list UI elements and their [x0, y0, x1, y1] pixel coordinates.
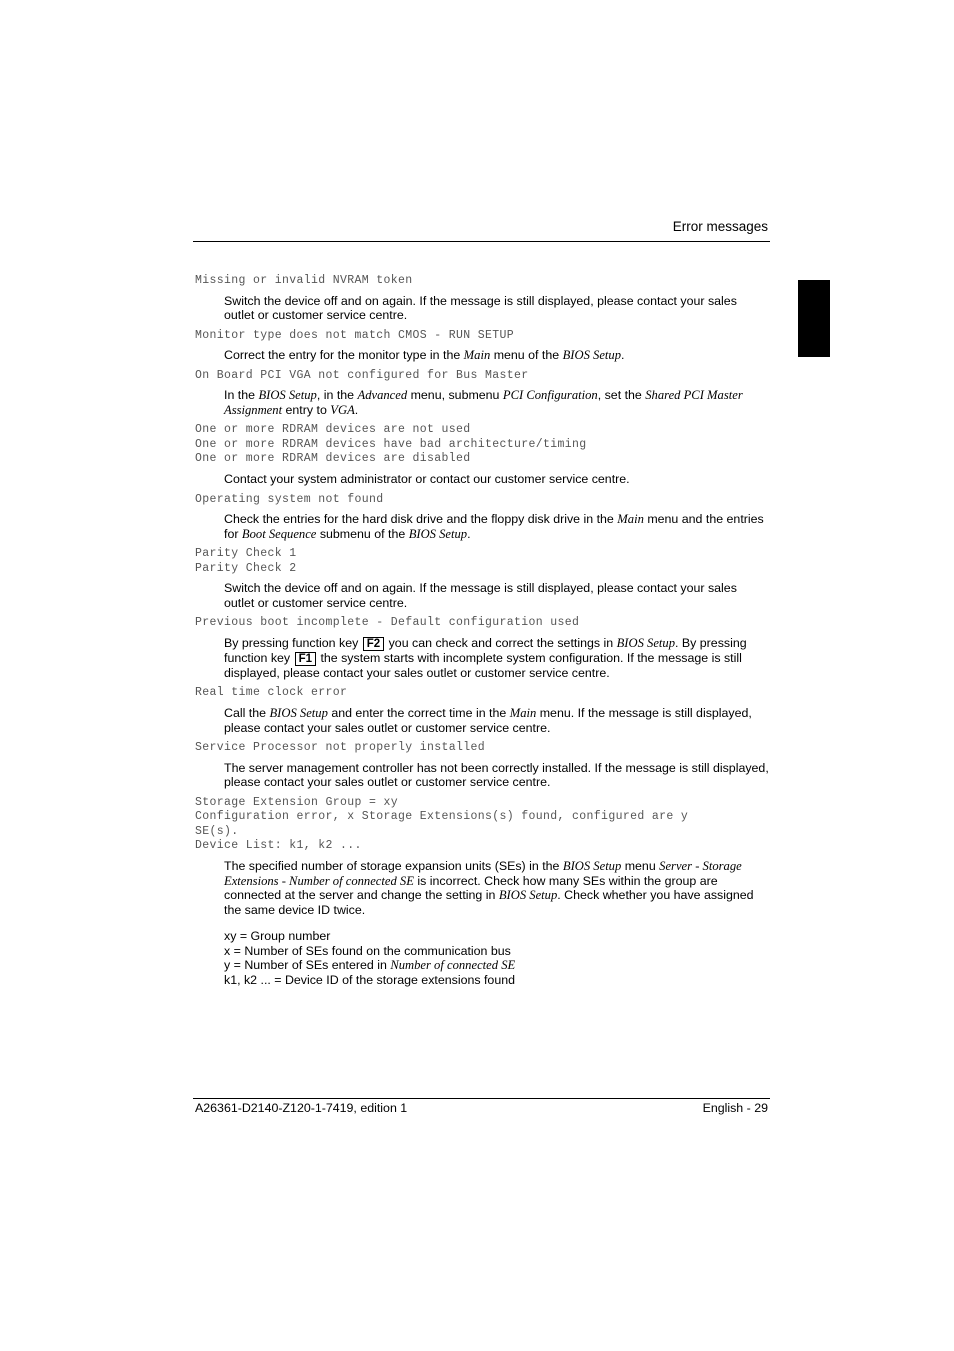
error-code: Monitor type does not match CMOS - RUN SETUP: [195, 328, 515, 342]
error-code: Missing or invalid NVRAM token: [195, 274, 413, 287]
error-code: One or more RDRAM devices are not used One or more RDRAM devices have bad architecture/timing One or more RDRAM devices are disabled: [195, 423, 587, 466]
error-description: Contact your system administrator or contact our customer service centre.: [224, 472, 630, 487]
error-description: Call the BIOS Setup and enter the correct time in the Main menu. If the message is still displayed, please contact your sales outlet or customer service centre.: [224, 706, 752, 735]
thumb-tab: [798, 280, 830, 357]
error-code: Real time clock error: [195, 686, 348, 700]
footer-doc-id: A26361-D2140-Z120-1-7419, edition 1: [195, 1101, 408, 1115]
legend-line: y = Number of SEs entered in Number of connected SE: [224, 958, 516, 972]
f1-key: F1: [295, 652, 316, 666]
variable-legend: [224, 929, 770, 987]
error-description: Switch the device off and on again. If the message is still displayed, please contact your sales outlet or customer service centre.: [224, 581, 737, 610]
f2-key: F2: [363, 637, 384, 651]
error-description: Check the entries for the hard disk drive and the floppy disk drive in the Main menu and the entries for Boot Sequence submenu of the BIOS Setup.: [224, 512, 764, 541]
error-code: Service Processor not properly installed: [195, 741, 486, 755]
legend-line: x = Number of SEs found on the communication bus: [224, 943, 511, 958]
error-description: By pressing function key F2 you can check and correct the settings in BIOS Setup. By pressing function key F1 the system starts with incomplete system configuration. If the message is still displayed, please contact your sales outlet or customer service centre.: [224, 635, 747, 680]
legend-line: xy = Group number: [224, 929, 331, 943]
header-rule: [193, 241, 770, 242]
error-description: Switch the device off and on again. If the message is still displayed, please contact your sales outlet or customer service centre.: [224, 293, 737, 323]
error-description: The specified number of storage expansion units (SEs) in the BIOS Setup menu Server - Storage Extensions - Number of connected SE is incorrect. Check how many SEs within the group are connected at the server and change the setting in BIOS Setup. Check whether you have assigned the same device ID twice.: [224, 859, 754, 917]
error-code: Previous boot incomplete - Default configuration used: [195, 616, 580, 630]
error-description: In the BIOS Setup, in the Advanced menu, submenu PCI Configuration, set the Shared PCI Master Assignment entry to VGA.: [224, 388, 743, 417]
footer-rule: [193, 1098, 770, 1099]
legend-line: k1, k2 ... = Device ID of the storage extensions found: [224, 972, 515, 987]
error-code: Storage Extension Group = xy Configuration error, x Storage Extensions(s) found, configured are y SE(s). Device List: k1, k2 ...: [195, 795, 689, 853]
running-header: Error messages: [672, 219, 768, 234]
error-description: Correct the entry for the monitor type in the Main menu of the BIOS Setup.: [224, 348, 625, 363]
error-code: On Board PCI VGA not configured for Bus Master: [195, 368, 529, 382]
footer-page-number: English - 29: [702, 1101, 768, 1115]
error-message-list: [195, 274, 770, 987]
error-code: Operating system not found: [195, 492, 384, 506]
error-description: The server management controller has not been correctly installed. If the message is still displayed, please contact your sales outlet or customer service centre.: [224, 760, 769, 790]
error-code: Parity Check 1 Parity Check 2: [195, 547, 297, 575]
